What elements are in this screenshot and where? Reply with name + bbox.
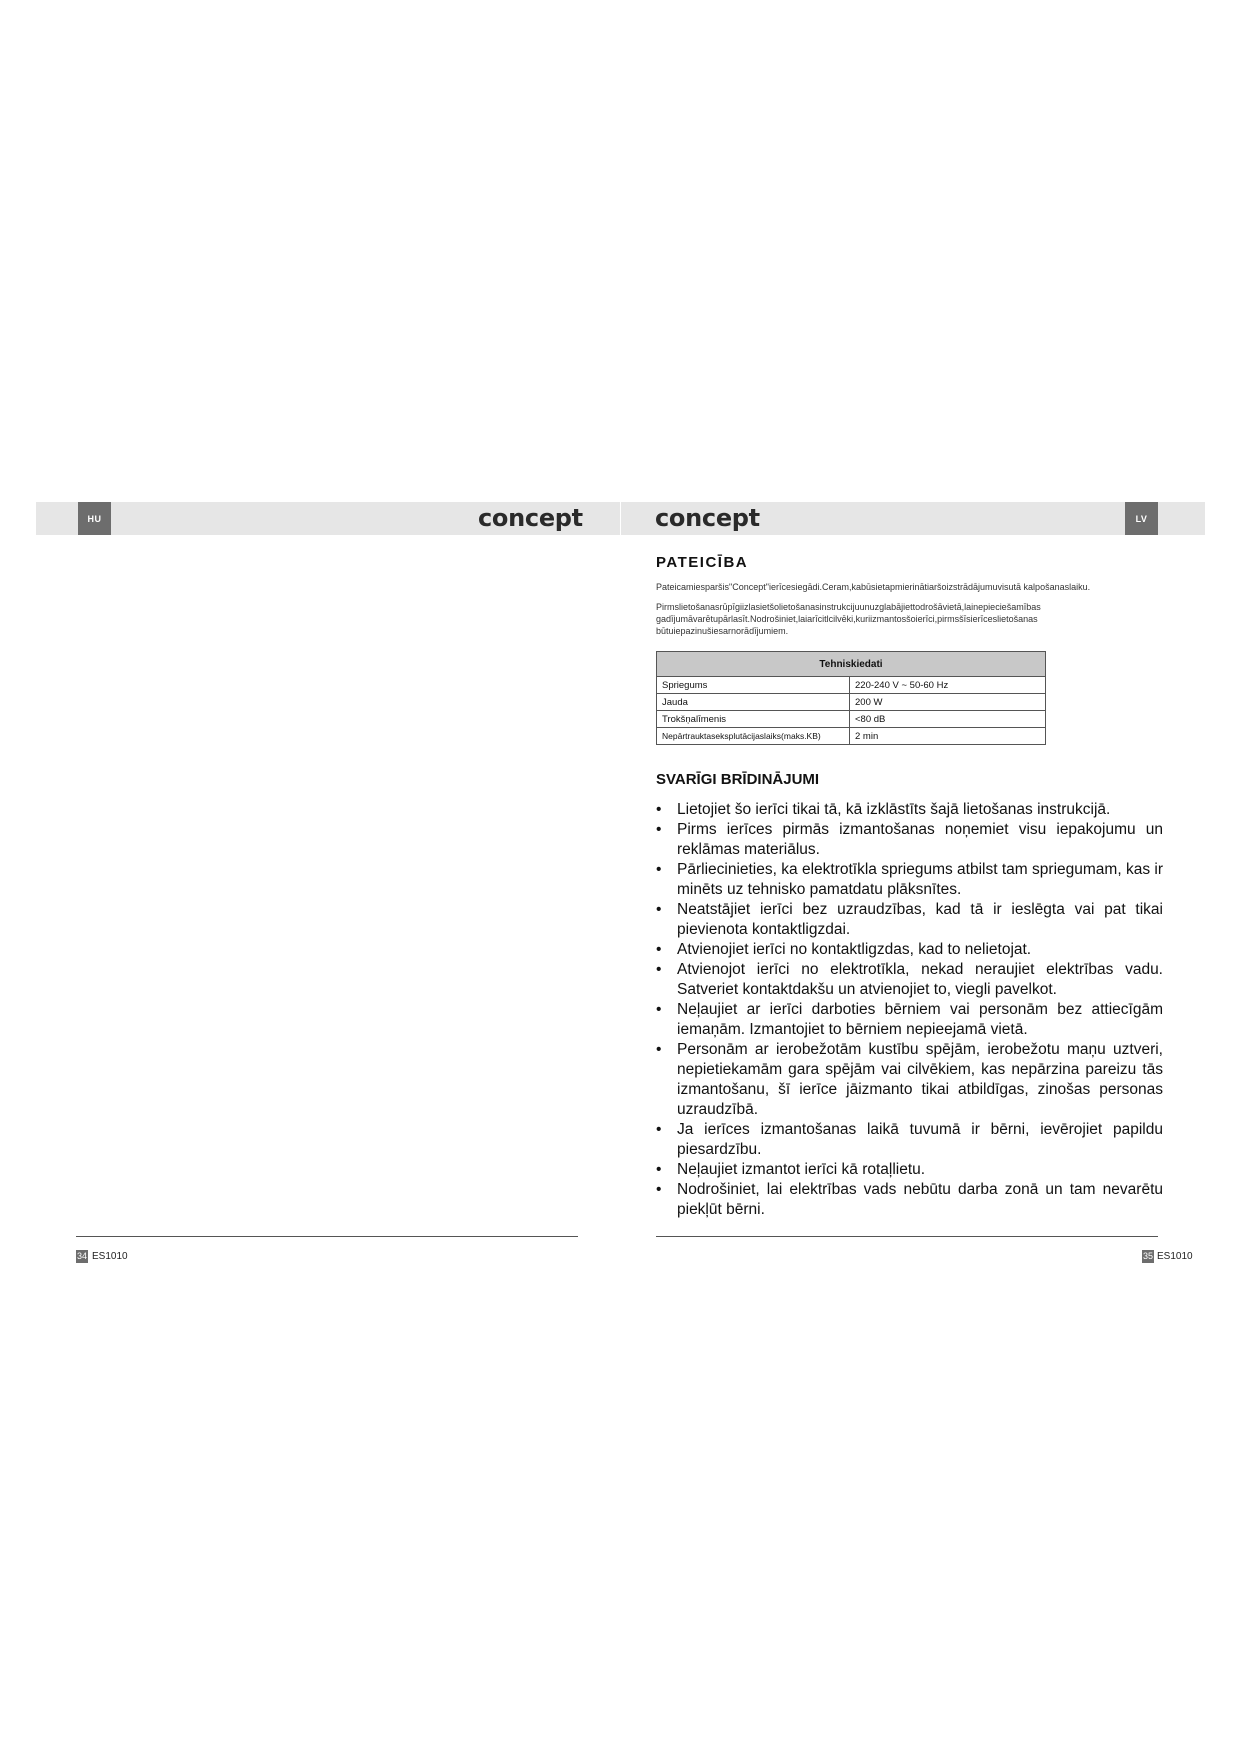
- table-row: [657, 694, 1046, 711]
- list-item: • Neļaujiet ar ierīci darboties bērniem vai personām bez attiecīgām iemaņām. Izmantojiet to bērniem nepieejamā vietā.: [656, 1000, 1163, 1040]
- language-tab-hu: HU: [78, 502, 111, 535]
- footer-divider-left: [76, 1236, 578, 1237]
- list-item: • Lietojiet šo ierīci tikai tā, kā izklāstīts šajā lietošanas instrukcijā.: [656, 800, 1163, 820]
- page-content-lv: [656, 554, 1163, 1220]
- model-number-right: ES1010: [1157, 1251, 1193, 1262]
- spec-value: 220-240 V ~ 50-60 Hz: [850, 677, 1046, 694]
- warnings-title: SVARĪGI BRĪDINĀJUMI: [656, 771, 820, 788]
- spec-label: Jauda: [657, 694, 850, 711]
- language-tab-lv: LV: [1125, 502, 1158, 535]
- spec-value: <80 dB: [850, 711, 1046, 728]
- brand-logo-left: concept: [478, 504, 583, 532]
- table-row: [657, 711, 1046, 728]
- list-item: • Atvienojiet ierīci no kontaktligzdas, kad to nelietojat.: [656, 940, 1163, 960]
- list-item: • Ja ierīces izmantošanas laikā tuvumā ir bērni, ievērojiet papildu piesardzību.: [656, 1120, 1163, 1160]
- thanks-paragraph-1: Pateicamiesparšis"Concept"ierīcesiegādi.Ceram,kabūsietapmierinātiaršoizstrādājumuvisutā kalpošanaslaiku.: [656, 582, 1091, 592]
- spec-value: 2 min: [850, 728, 1046, 745]
- spec-table: [656, 651, 1046, 745]
- model-number-left: ES1010: [92, 1251, 128, 1262]
- list-item: • Nodrošiniet, lai elektrības vads nebūtu darba zonā un tam nevarētu piekļūt bērni.: [656, 1180, 1163, 1220]
- spec-label: Trokšņalīmenis: [657, 711, 850, 728]
- spec-value: 200 W: [850, 694, 1046, 711]
- list-item: • Pirms ierīces pirmās izmantošanas noņemiet visu iepakojumu un reklāmas materiālus.: [656, 820, 1163, 860]
- page-number-right: 35: [1143, 1251, 1154, 1261]
- table-row: [657, 677, 1046, 694]
- list-item: • Pārliecinieties, ka elektrotīkla spriegums atbilst tam spriegumam, kas ir minēts uz tehnisko pamatdatu plāksnītes.: [656, 860, 1163, 900]
- spec-label: Spriegums: [657, 677, 850, 694]
- list-item: • Neatstājiet ierīci bez uzraudzības, kad tā ir ieslēgta vai pat tikai pievienota kontaktligzdai.: [656, 900, 1163, 940]
- list-item: • Atvienojot ierīci no elektrotīkla, nekad neraujiet elektrības vadu. Satveriet kontaktdakšu un atvienojiet to, viegli pavelkot.: [656, 960, 1163, 1000]
- page-number-left: 34: [77, 1251, 88, 1261]
- list-item: • Personām ar ierobežotām kustību spējām, ierobežotu maņu uztveri, nepietiekamām gara spējām vai cilvēkiem, kas nepārzina pareizu tās izmantošanu, šī ierīce jāizmanto tikai atbildīgas, zinošas personas uzraudzībā.: [656, 1040, 1163, 1120]
- thanks-paragraph-2: Pirmslietošanasrūpīgiizlasietšolietošanasinstrukcijuunuzglabājiettodrošāvietā,lainepieciešamības gadījumāvarētupārlasīt.Nodrošiniet,laiarīcitlcilvēki,kuriizmantosšoierīci,pirmsšīsierīceslietošanas būtuiepazinušiesarnorādījumiem.: [656, 602, 1041, 636]
- warnings-list: [656, 800, 1163, 1220]
- spec-table-title: Tehniskiedati: [657, 652, 1046, 677]
- thanks-title: PATEICĪBA: [656, 554, 749, 571]
- footer-divider-right: [656, 1236, 1158, 1237]
- list-item: • Neļaujiet izmantot ierīci kā rotaļlietu.: [656, 1160, 1163, 1180]
- brand-logo-right: concept: [655, 504, 760, 532]
- table-row: [657, 728, 1046, 745]
- spec-label: Nepārtrauktaseksplutācijaslaiks(maks.KB): [657, 728, 850, 745]
